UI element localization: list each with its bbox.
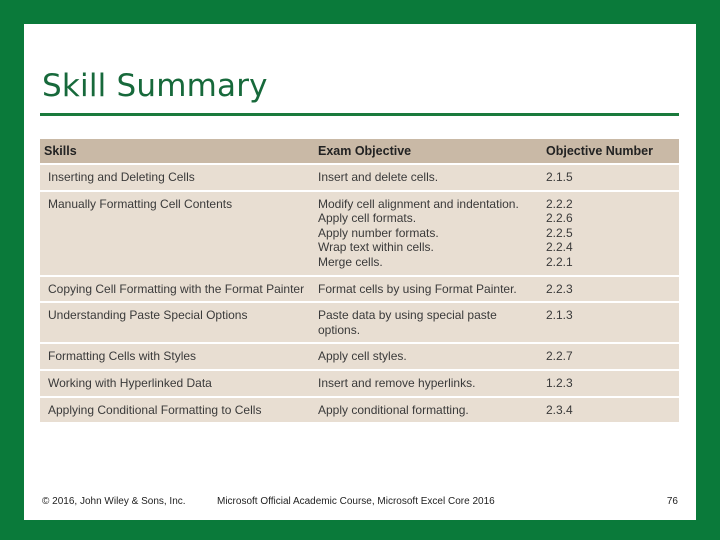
skill-summary-table-container: [40, 139, 679, 422]
skill-cell: Understanding Paste Special Options: [40, 302, 314, 343]
objective-number: 2.3.4: [546, 402, 573, 417]
table-row: [40, 302, 679, 343]
skill-cell: Manually Formatting Cell Contents: [40, 191, 314, 276]
number-cell: [542, 276, 679, 303]
objective-text: Apply number formats.: [318, 225, 439, 240]
objective-cell: [314, 343, 542, 370]
header-exam-objective: Exam Objective: [314, 139, 542, 164]
footer-copyright: © 2016, John Wiley & Sons, Inc.: [42, 496, 186, 507]
objective-cell: [314, 164, 542, 191]
objective-number: 2.1.5: [546, 170, 573, 184]
table-row: [40, 191, 679, 276]
table-row: [40, 343, 679, 370]
objective-number: 2.2.6: [546, 211, 573, 226]
skill-cell: Applying Conditional Formatting to Cells: [40, 397, 314, 423]
objective-number: 2.1.3: [546, 308, 573, 323]
objective-number: 2.2.4: [546, 240, 573, 255]
footer-page-number: 76: [666, 496, 678, 507]
table-row: [40, 370, 679, 397]
objective-text: Apply cell styles.: [318, 349, 407, 364]
objective-text: Format cells by using Format Painter.: [318, 281, 517, 296]
footer-course: Microsoft Official Academic Course, Microsoft Excel Core 2016: [217, 496, 495, 507]
title-divider: [40, 113, 679, 116]
objective-number: 2.2.3: [546, 281, 573, 296]
objective-cell: [314, 397, 542, 423]
objective-text: Apply conditional formatting.: [318, 402, 469, 417]
objective-text: Insert and delete cells.: [318, 170, 439, 184]
skill-cell: Formatting Cells with Styles: [40, 343, 314, 370]
skill-cell: Working with Hyperlinked Data: [40, 370, 314, 397]
number-cell: [542, 164, 679, 191]
objective-cell: [314, 191, 542, 276]
slide-title: Skill Summary: [42, 68, 268, 104]
skill-cell: Inserting and Deleting Cells: [40, 164, 314, 191]
number-cell: [542, 302, 679, 343]
header-skills: Skills: [40, 139, 314, 164]
objective-number: 2.2.2: [546, 196, 573, 211]
table-row: [40, 164, 679, 191]
table-header-row: [40, 139, 679, 164]
objective-cell: [314, 276, 542, 303]
number-cell: [542, 191, 679, 276]
number-cell: [542, 343, 679, 370]
skill-cell: Copying Cell Formatting with the Format Painter: [40, 276, 314, 303]
objective-number: 2.2.7: [546, 349, 573, 364]
objective-text: Wrap text within cells.: [318, 240, 434, 255]
objective-cell: [314, 370, 542, 397]
objective-cell: [314, 302, 542, 343]
objective-number: 2.2.5: [546, 225, 573, 240]
objective-text: Modify cell alignment and indentation.: [318, 196, 519, 211]
header-objective-number: Objective Number: [542, 139, 679, 164]
slide: [24, 24, 696, 520]
objective-text: Apply cell formats.: [318, 211, 417, 226]
number-cell: [542, 370, 679, 397]
table-row: [40, 276, 679, 303]
skill-summary-table: [40, 139, 679, 422]
objective-text: Insert and remove hyperlinks.: [318, 375, 476, 390]
objective-text: Paste data by using special paste options.: [318, 308, 497, 337]
objective-text: Merge cells.: [318, 254, 383, 269]
number-cell: [542, 397, 679, 423]
objective-number: 1.2.3: [546, 375, 573, 390]
table-row: [40, 397, 679, 423]
objective-number: 2.2.1: [546, 254, 573, 269]
